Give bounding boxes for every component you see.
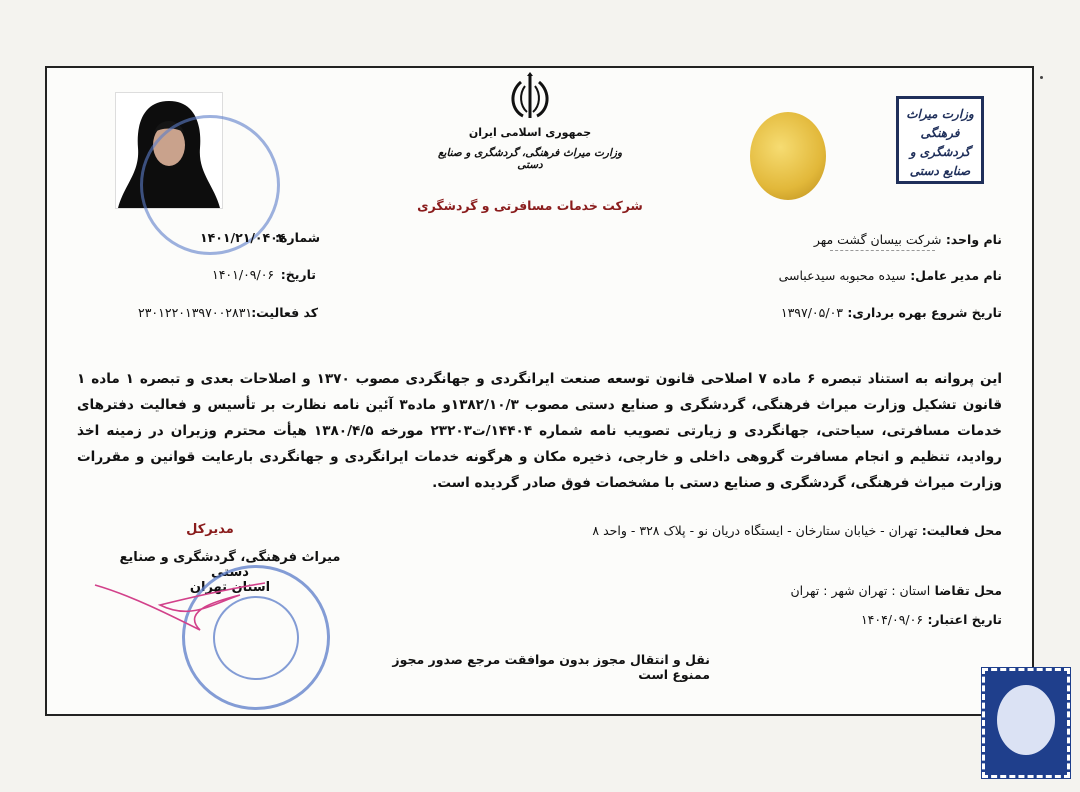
request-place-label: محل تقاضا	[934, 583, 1002, 598]
manager-label: نام مدیر عامل:	[910, 268, 1002, 283]
request-place-row	[791, 583, 1003, 598]
validity-value: ۱۴۰۴/۰۹/۰۶	[860, 612, 924, 627]
unit-name-value: شرکت بیسان گشت مهر	[813, 232, 942, 247]
unit-name-label: نام واحد:	[945, 232, 1002, 247]
revenue-stamp	[982, 668, 1070, 778]
license-body-text: این پروانه به استناد تبصره ۶ ماده ۷ اصلاحی قانون توسعه صنعت ایرانگردی و جهانگردی مصوب ۱۳۷۰ و اصلاحات بعدی و تبصره ۱ ماده ۱ قانون تشکیل وزارت میراث فرهنگی، گردشگری و صنایع دستی مصوب ۱۳۸۲/۱۰/۳و ماده۳ آئین نامه نظارت بر تأسیس و فعالیت دفترهای خدمات مسافرتی، سیاحتی، جهانگردی و زیارتی تصویب نامه شماره ۱۴۴۰۴/ت۲۳۲۰۳ مورخه ۱۳۸۰/۴/۵ هیأت محترم وزیران در زمینه اخذ روادید، تنظیم و انجام مسافرت گروهی داخلی و خارجی، ذخیره مکان و هرگونه خدمات ایرانگردی و جهانگردی بارعایت قوانین و مقررات وزارت میراث فرهنگی، گردشگری و صنایع دستی با مشخصات فوق صادر گردیده است.	[77, 371, 1002, 491]
signature-title: مدیرکل	[186, 522, 234, 537]
document-type-title: شرکت خدمات مسافرتی و گردشگری	[417, 198, 643, 213]
ministry-line: وزارت میراث فرهنگی، گردشگری و صنایع دستی	[437, 147, 623, 171]
ministry-logo	[896, 96, 984, 184]
republic-title: جمهوری اسلامی ایران	[468, 126, 592, 139]
validity-row	[861, 612, 1002, 627]
signature-province: استان تهران	[189, 580, 271, 595]
signature-org: میراث فرهنگی، گردشگری و صنایع دستی	[119, 550, 341, 580]
ministry-logo-text: وزارت میراث فرهنگی گردشگری و صنایع دستی	[906, 107, 974, 178]
iran-emblem-icon	[505, 72, 555, 122]
activity-place-row	[592, 523, 1002, 538]
request-place-value: استان : تهران شهر : تهران	[790, 583, 931, 598]
unit-name-row	[814, 232, 1002, 247]
gold-seal	[750, 112, 826, 200]
activity-place-value: تهران - خیابان ستارخان - ایستگاه دریان نو - پلاک ۳۲۸ - واحد ۸	[592, 523, 918, 538]
start-date-label: تاریخ شروع بهره برداری:	[847, 305, 1002, 320]
activity-code-label: کد فعالیت:	[251, 305, 318, 320]
start-date-row	[781, 305, 1002, 320]
activity-place-label: محل فعالیت:	[921, 523, 1002, 538]
activity-code-value: ۲۳۰۱۲۲۰۱۳۹۷۰۰۲۸۳۱	[138, 305, 253, 320]
transfer-notice: نقل و انتقال مجوز بدون موافقت مرجع صدور مجوز ممنوع است	[392, 652, 710, 682]
manager-value: سیده محبوبه سیدعباسی	[778, 268, 906, 283]
number-label: شماره:	[275, 230, 320, 245]
corner-dot	[1040, 76, 1043, 79]
signature-scribble	[90, 575, 270, 635]
date-value: ۱۴۰۱/۰۹/۰۶	[212, 267, 275, 282]
validity-label: تاریخ اعتبار:	[927, 612, 1002, 627]
number-value: ۱۴۰۱/۲۱/۰۴۰۴	[200, 230, 286, 245]
manager-row	[779, 268, 1002, 283]
date-label: تاریخ:	[280, 267, 316, 282]
start-date-value: ۱۳۹۷/۰۵/۰۳	[780, 305, 843, 320]
